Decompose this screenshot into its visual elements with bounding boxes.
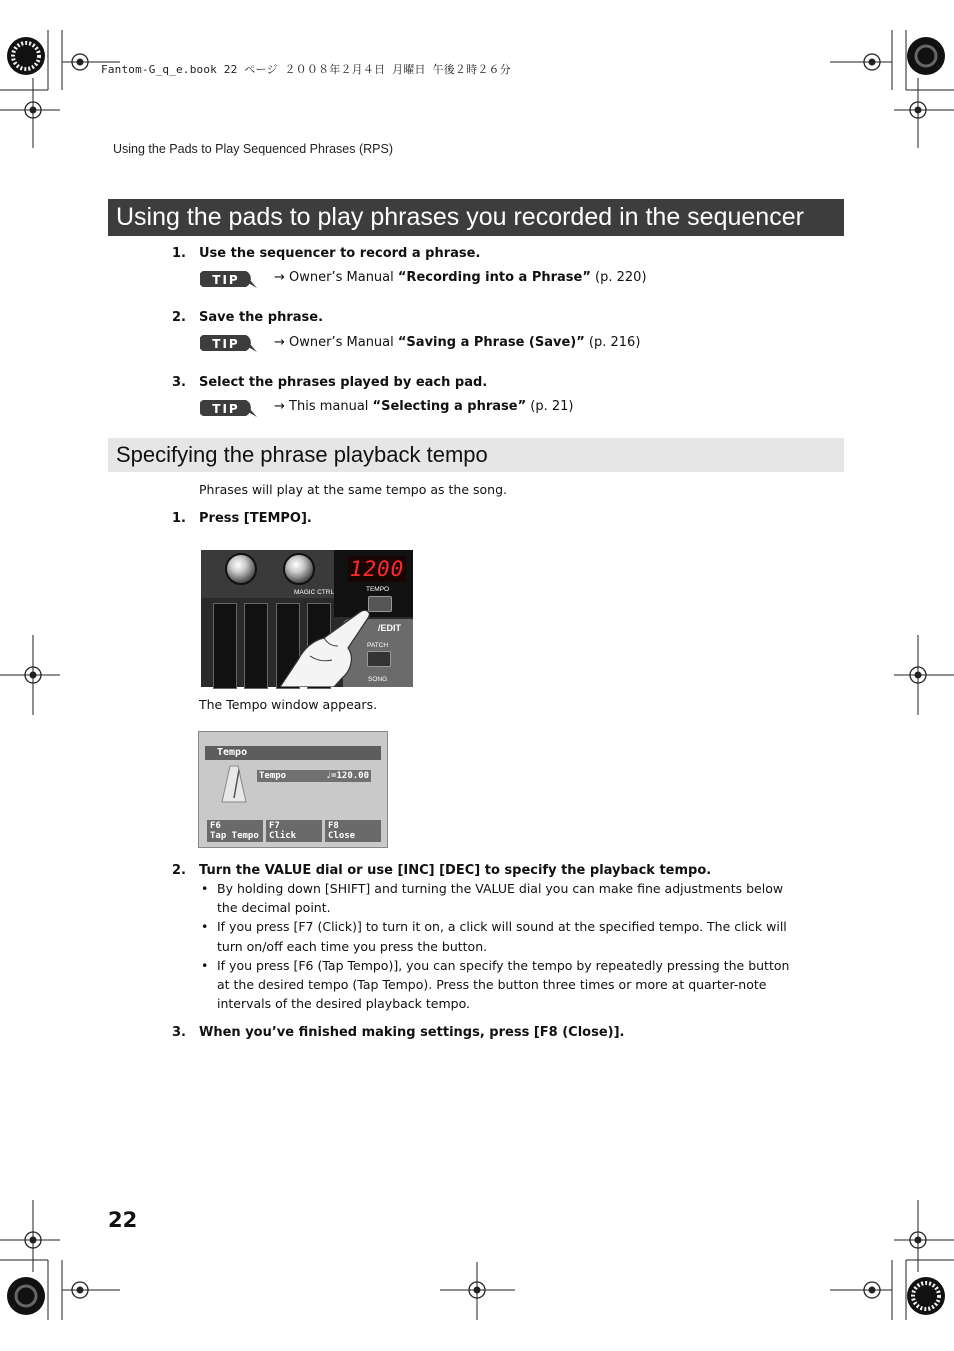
- f6-tap-tempo-key: F6 Tap Tempo: [207, 820, 263, 842]
- step-1-press-tempo: 1. Press [TEMPO].: [172, 511, 312, 526]
- knob: [225, 553, 257, 585]
- led-display: 1200: [349, 557, 405, 581]
- f8-close-key: F8 Close: [325, 820, 381, 842]
- f7-click-key: F7 Click: [266, 820, 322, 842]
- step-3-close: 3. When you’ve finished making settings, press [F8 (Close)].: [172, 1025, 625, 1040]
- tempo-label: TEMPO: [366, 586, 390, 593]
- reference-recording-phrase: → Owner’s Manual “Recording into a Phrase” (p. 220): [274, 270, 647, 285]
- tempo-bullet-list: [199, 879, 799, 1013]
- tempo-window-screenshot: [198, 731, 388, 848]
- metronome-icon: [221, 764, 247, 804]
- step-2-save: 2. Save the phrase.: [172, 310, 324, 325]
- svg-text:TIP: TIP: [212, 337, 240, 351]
- pointing-hand-icon: [280, 600, 380, 687]
- patch-label: PATCH: [367, 642, 389, 649]
- tempo-window-title: Tempo: [205, 746, 381, 760]
- intro-text: Phrases will play at the same tempo as the song.: [199, 482, 507, 497]
- step-1-record: 1. Use the sequencer to record a phrase.: [172, 246, 481, 261]
- step-2-specify-tempo: 2. Turn the VALUE dial or use [INC] [DEC] to specify the playback tempo.: [172, 863, 712, 878]
- section-heading-tempo: Specifying the phrase playback tempo: [108, 438, 844, 472]
- slider: [213, 603, 237, 689]
- tip-badge: [200, 398, 258, 418]
- tempo-window-caption: The Tempo window appears.: [199, 697, 378, 712]
- page-number: 22: [108, 1208, 138, 1232]
- tip-badge: [200, 269, 258, 289]
- reference-selecting-phrase: → This manual “Selecting a phrase” (p. 21): [274, 399, 574, 414]
- svg-text:TIP: TIP: [212, 402, 240, 416]
- section-heading-sequencer: Using the pads to play phrases you recorded in the sequencer: [108, 199, 844, 236]
- step-3-select: 3. Select the phrases played by each pad.: [172, 375, 488, 390]
- book-file-line: Fantom-G_q_e.book 22 ページ ２００８年２月４日 月曜日 午後２時２６分: [101, 63, 511, 76]
- reference-saving-phrase: → Owner’s Manual “Saving a Phrase (Save)” (p. 216): [274, 335, 641, 350]
- tip-badge: [200, 333, 258, 353]
- svg-text:TIP: TIP: [212, 273, 240, 287]
- bullet-click: • If you press [F7 (Click)] to turn it on, a click will sound at the specified tempo. The click will turn on/off each time you press the button.: [199, 917, 799, 955]
- song-label: SONG: [368, 676, 388, 683]
- tempo-parameter-row: Tempo ♩=120.00: [259, 771, 369, 781]
- edit-label: /EDIT: [378, 623, 402, 633]
- knob: [283, 553, 315, 585]
- bullet-tap-tempo: • If you press [F6 (Tap Tempo)], you can specify the tempo by repeatedly pressing the button at the desired tempo (Tap Tempo). Press the button three times or more at quarter-note intervals of the desired playback tempo.: [199, 956, 799, 1014]
- bullet-shift-fine-adjust: • By holding down [SHIFT] and turning the VALUE dial you can make fine adjustments below the decimal point.: [199, 879, 799, 917]
- running-head: Using the Pads to Play Sequenced Phrases (RPS): [113, 142, 394, 156]
- slider: [244, 603, 268, 689]
- magic-ctrl-label: MAGIC CTRL: [294, 589, 335, 596]
